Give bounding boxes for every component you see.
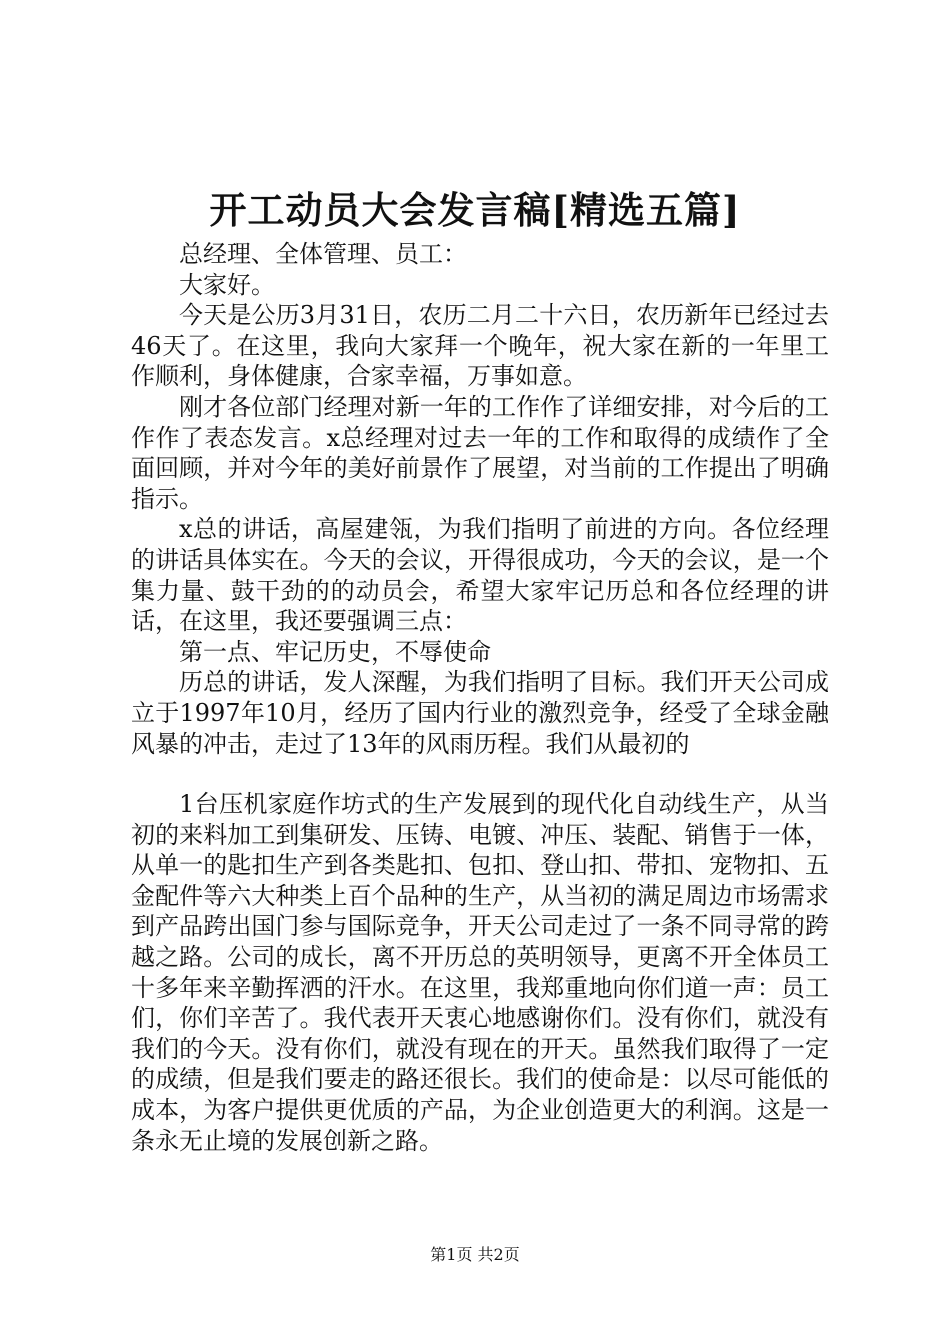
paragraph-managers: 刚才各位部门经理对新一年的工作作了详细安排，对今后的工作作了表态发言。x总经理对过去一年的工作和取得的成绩作了全面回顾，并对今年的美好前景作了展望，对当前的工作提出了明确指示。 <box>131 392 829 513</box>
paragraph-date: 今天是公历3月31日，农历二月二十六日，农历新年已经过去46天了。在这里，我向大家拜一个晚年，祝大家在新的一年里工作顺利，身体健康，合家幸福，万事如意。 <box>131 301 829 391</box>
document-body <box>131 239 829 1156</box>
greeting: 大家好。 <box>179 270 275 299</box>
salutation: 总经理、全体管理、员工： <box>179 240 467 268</box>
paragraph-history: 历总的讲话，发人深醒，为我们指明了目标。我们开天公司成立于1997年10月，经历了国内行业的激烈竞争，经受了全球金融风暴的冲击，走过了13年的风雨历程。我们从最初的 <box>131 668 829 758</box>
paragraph-speech: x总的讲话，高屋建瓴，为我们指明了前进的方向。各位经理的讲话具体实在。今天的会议，开得很成功，今天的会议，是一个集力量、鼓干劲的的动员会，希望大家牢记历总和各位经理的讲话，在这里，我还要强调三点： <box>131 515 829 636</box>
paragraph-development: 1台压机家庭作坊式的生产发展到的现代化自动线生产，从当初的来料加工到集研发、压铸、电镀、冲压、装配、销售于一体，从单一的匙扣生产到各类匙扣、包扣、登山扣、带扣、宠物扣、五金配件等六大种类上百个品种的生产，从当初的满足周边市场需求到产品跨出国门参与国际竞争，开天公司走过了一条不同寻常的跨越之路。公司的成长，离不开历总的英明领导，更离不开全体员工十多年来辛勤挥洒的汗水。在这里，我郑重地向你们道一声：员工们，你们辛苦了。我代表开天衷心地感谢你们。没有你们，就没有我们的今天。没有你们，就没有现在的开天。虽然我们取得了一定的成绩，但是我们要走的路还很长。我们的使命是：以尽可能低的成本，为客户提供更优质的产品，为企业创造更大的利润。这是一条永无止境的发展创新之路。 <box>131 790 829 1155</box>
page-footer: 第1页 共2页 <box>430 1245 520 1264</box>
paragraph-gap <box>131 759 829 789</box>
document-title: 开工动员大会发言稿[精选五篇] <box>209 188 741 232</box>
point-one-heading: 第一点、牢记历史，不辱使命 <box>179 637 491 666</box>
